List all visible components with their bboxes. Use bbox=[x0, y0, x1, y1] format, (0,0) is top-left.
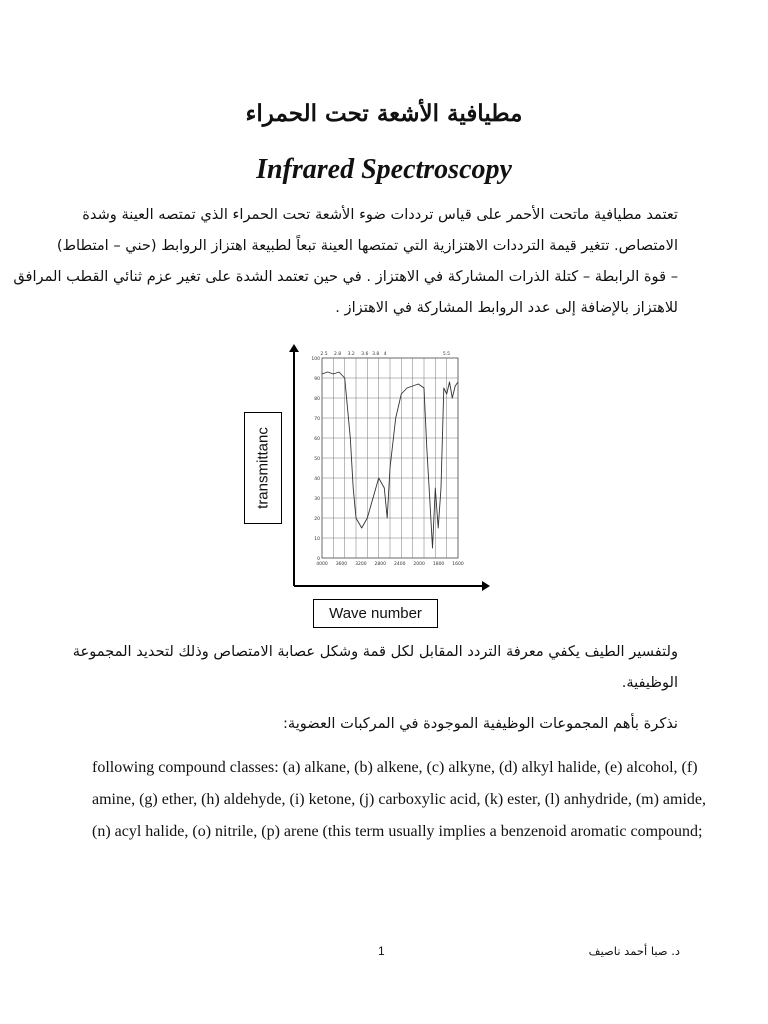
y-tick-label: 100 bbox=[311, 357, 320, 362]
y-axis-label-box bbox=[244, 412, 282, 524]
page-title-english: Infrared Spectroscopy bbox=[256, 154, 512, 185]
x-tick-label: 2800 bbox=[374, 562, 387, 567]
y-tick-label: 20 bbox=[314, 517, 320, 522]
interpretation-paragraph bbox=[72, 636, 678, 698]
paragraph-line: تعتمد مطيافية ماتحت الأحمر على قياس ترددات ضوء الأشعة تحت الحمراء الذي تمتصه العينة وشدة bbox=[82, 206, 678, 223]
y-tick-label: 40 bbox=[314, 477, 320, 482]
y-tick-label: 30 bbox=[314, 497, 320, 502]
x-tick-label: 4000 bbox=[316, 562, 328, 567]
intro-paragraph bbox=[13, 199, 678, 323]
top-tick-label: 3.8 bbox=[372, 352, 380, 357]
paragraph-line: الوظيفية. bbox=[621, 674, 678, 691]
author-name: د. صبا أحمد ناصيف bbox=[588, 944, 680, 958]
x-axis-label-box: Wave number bbox=[313, 599, 438, 628]
paragraph-line: ولتفسير الطيف يكفي معرفة التردد المقابل لكل قمة وشكل عصابة الامتصاص وذلك لتحديد المجموعة bbox=[72, 643, 678, 660]
compound-classes-paragraph bbox=[92, 757, 707, 853]
y-axis-label: transmittanc bbox=[254, 427, 272, 509]
top-tick-label: 5.5 bbox=[442, 352, 450, 357]
x-tick-label: 1600 bbox=[452, 562, 464, 567]
paragraph-line: – قوة الرابطة – كتلة الذرات المشاركة في الاهتزاز . في حين تعتمد الشدة على تغير عزم ثنائي القطب المرافق bbox=[13, 268, 678, 285]
paragraph-line: للاهتزاز بالإضافة إلى عدد الروابط المشاركة في الاهتزاز . bbox=[335, 299, 678, 316]
top-tick-label: 2.8 bbox=[334, 352, 342, 357]
paragraph-line: amine, (g) ether, (h) aldehyde, (i) ketone, (j) carboxylic acid, (k) ester, (l) anhydride, (m) amide, bbox=[92, 791, 707, 808]
x-tick-label: 1800 bbox=[432, 562, 445, 567]
paragraph-line: نذكرة بأهم المجموعات الوظيفية الموجودة في المركبات العضوية: bbox=[282, 715, 678, 732]
y-tick-label: 80 bbox=[314, 397, 320, 402]
page-title-arabic: مطيافية الأشعة تحت الحمراء bbox=[245, 100, 523, 127]
x-tick-label: 3600 bbox=[335, 562, 348, 567]
top-tick-label: 2.5 bbox=[320, 352, 328, 357]
y-arrowhead bbox=[289, 344, 299, 352]
y-tick-label: 10 bbox=[314, 537, 320, 542]
y-tick-label: 60 bbox=[314, 437, 320, 442]
reminder-heading bbox=[92, 708, 678, 739]
x-tick-label: 2400 bbox=[393, 562, 406, 567]
x-tick-label: 3200 bbox=[355, 562, 367, 567]
x-arrowhead bbox=[482, 581, 490, 591]
x-tick-label: 2000 bbox=[413, 562, 425, 567]
y-tick-label: 50 bbox=[314, 457, 320, 462]
y-tick-label: 90 bbox=[314, 377, 320, 382]
y-tick-label: 70 bbox=[314, 417, 320, 422]
paragraph-line: الامتصاص. تتغير قيمة الترددات الاهتزازية التي تمتصها العينة تبعاً لطبيعة اهتزاز الروابط (حني – امتطاط) bbox=[56, 237, 678, 254]
top-tick-label: 3.2 bbox=[347, 352, 355, 357]
y-tick-label: 0 bbox=[317, 557, 320, 562]
top-tick-label: 3.6 bbox=[361, 352, 369, 357]
paragraph-line: following compound classes: (a) alkane, (b) alkene, (c) alkyne, (d) alkyl halide, (e) alcohol, (f) bbox=[92, 759, 698, 776]
top-tick-label: 4 bbox=[383, 352, 387, 357]
paragraph-line: (n) acyl halide, (o) nitrile, (p) arene (this term usually implies a benzenoid aromatic compound; bbox=[92, 823, 703, 840]
page-number: 1 bbox=[378, 944, 385, 958]
